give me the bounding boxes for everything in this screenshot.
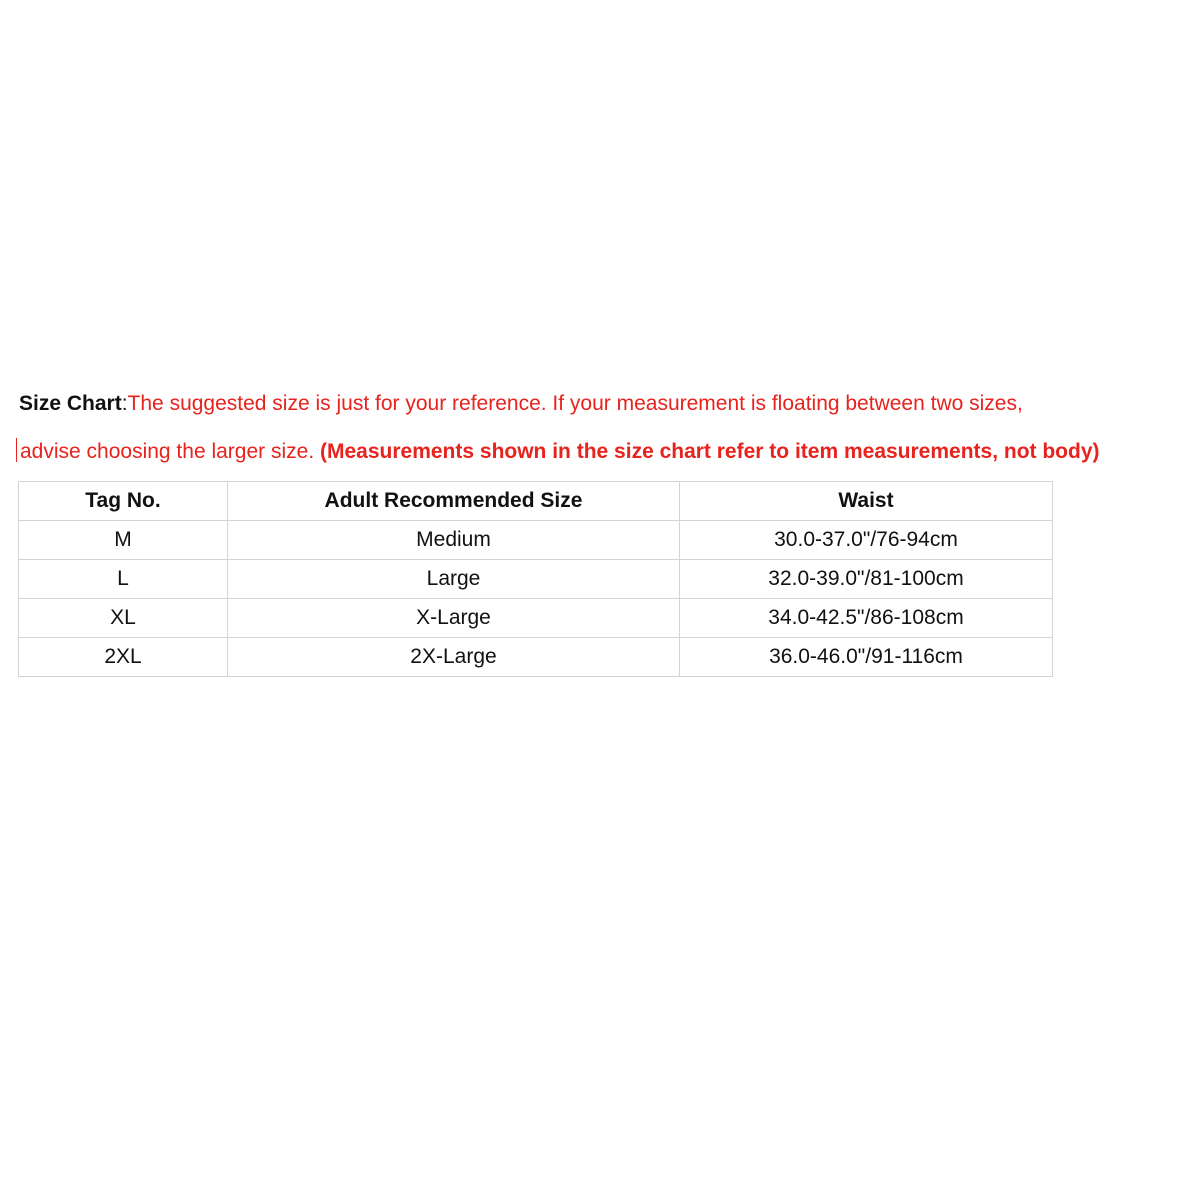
table-header-row	[19, 482, 1053, 521]
cell-waist: 36.0-46.0"/91-116cm	[680, 638, 1053, 677]
cell-size: Medium	[228, 521, 680, 560]
intro-line-2	[19, 428, 1189, 476]
header-recommended-size: Adult Recommended Size	[228, 482, 680, 521]
table-row	[19, 521, 1053, 560]
size-table	[18, 481, 1053, 677]
table-row	[19, 638, 1053, 677]
intro-line-1	[19, 380, 1189, 428]
cell-tag: L	[19, 560, 228, 599]
cell-size: X-Large	[228, 599, 680, 638]
cell-size: Large	[228, 560, 680, 599]
cell-waist: 30.0-37.0"/76-94cm	[680, 521, 1053, 560]
header-tag-no: Tag No.	[19, 482, 228, 521]
cell-size: 2X-Large	[228, 638, 680, 677]
intro-text-2: advise choosing the larger size.	[20, 440, 320, 463]
cell-tag: XL	[19, 599, 228, 638]
intro-text-1: The suggested size is just for your reference. If your measurement is floating between two sizes,	[127, 392, 1023, 415]
table-row	[19, 599, 1053, 638]
cell-waist: 34.0-42.5"/86-108cm	[680, 599, 1053, 638]
cell-tag: M	[19, 521, 228, 560]
header-waist: Waist	[680, 482, 1053, 521]
size-chart-colon: :	[121, 392, 128, 415]
intro-note: (Measurements shown in the size chart refer to item measurements, not body)	[320, 440, 1100, 463]
size-chart-intro	[19, 380, 1189, 476]
cell-tag: 2XL	[19, 638, 228, 677]
text-cursor	[16, 438, 17, 462]
size-chart-label: Size Chart	[19, 392, 122, 415]
cell-waist: 32.0-39.0"/81-100cm	[680, 560, 1053, 599]
table-row	[19, 560, 1053, 599]
